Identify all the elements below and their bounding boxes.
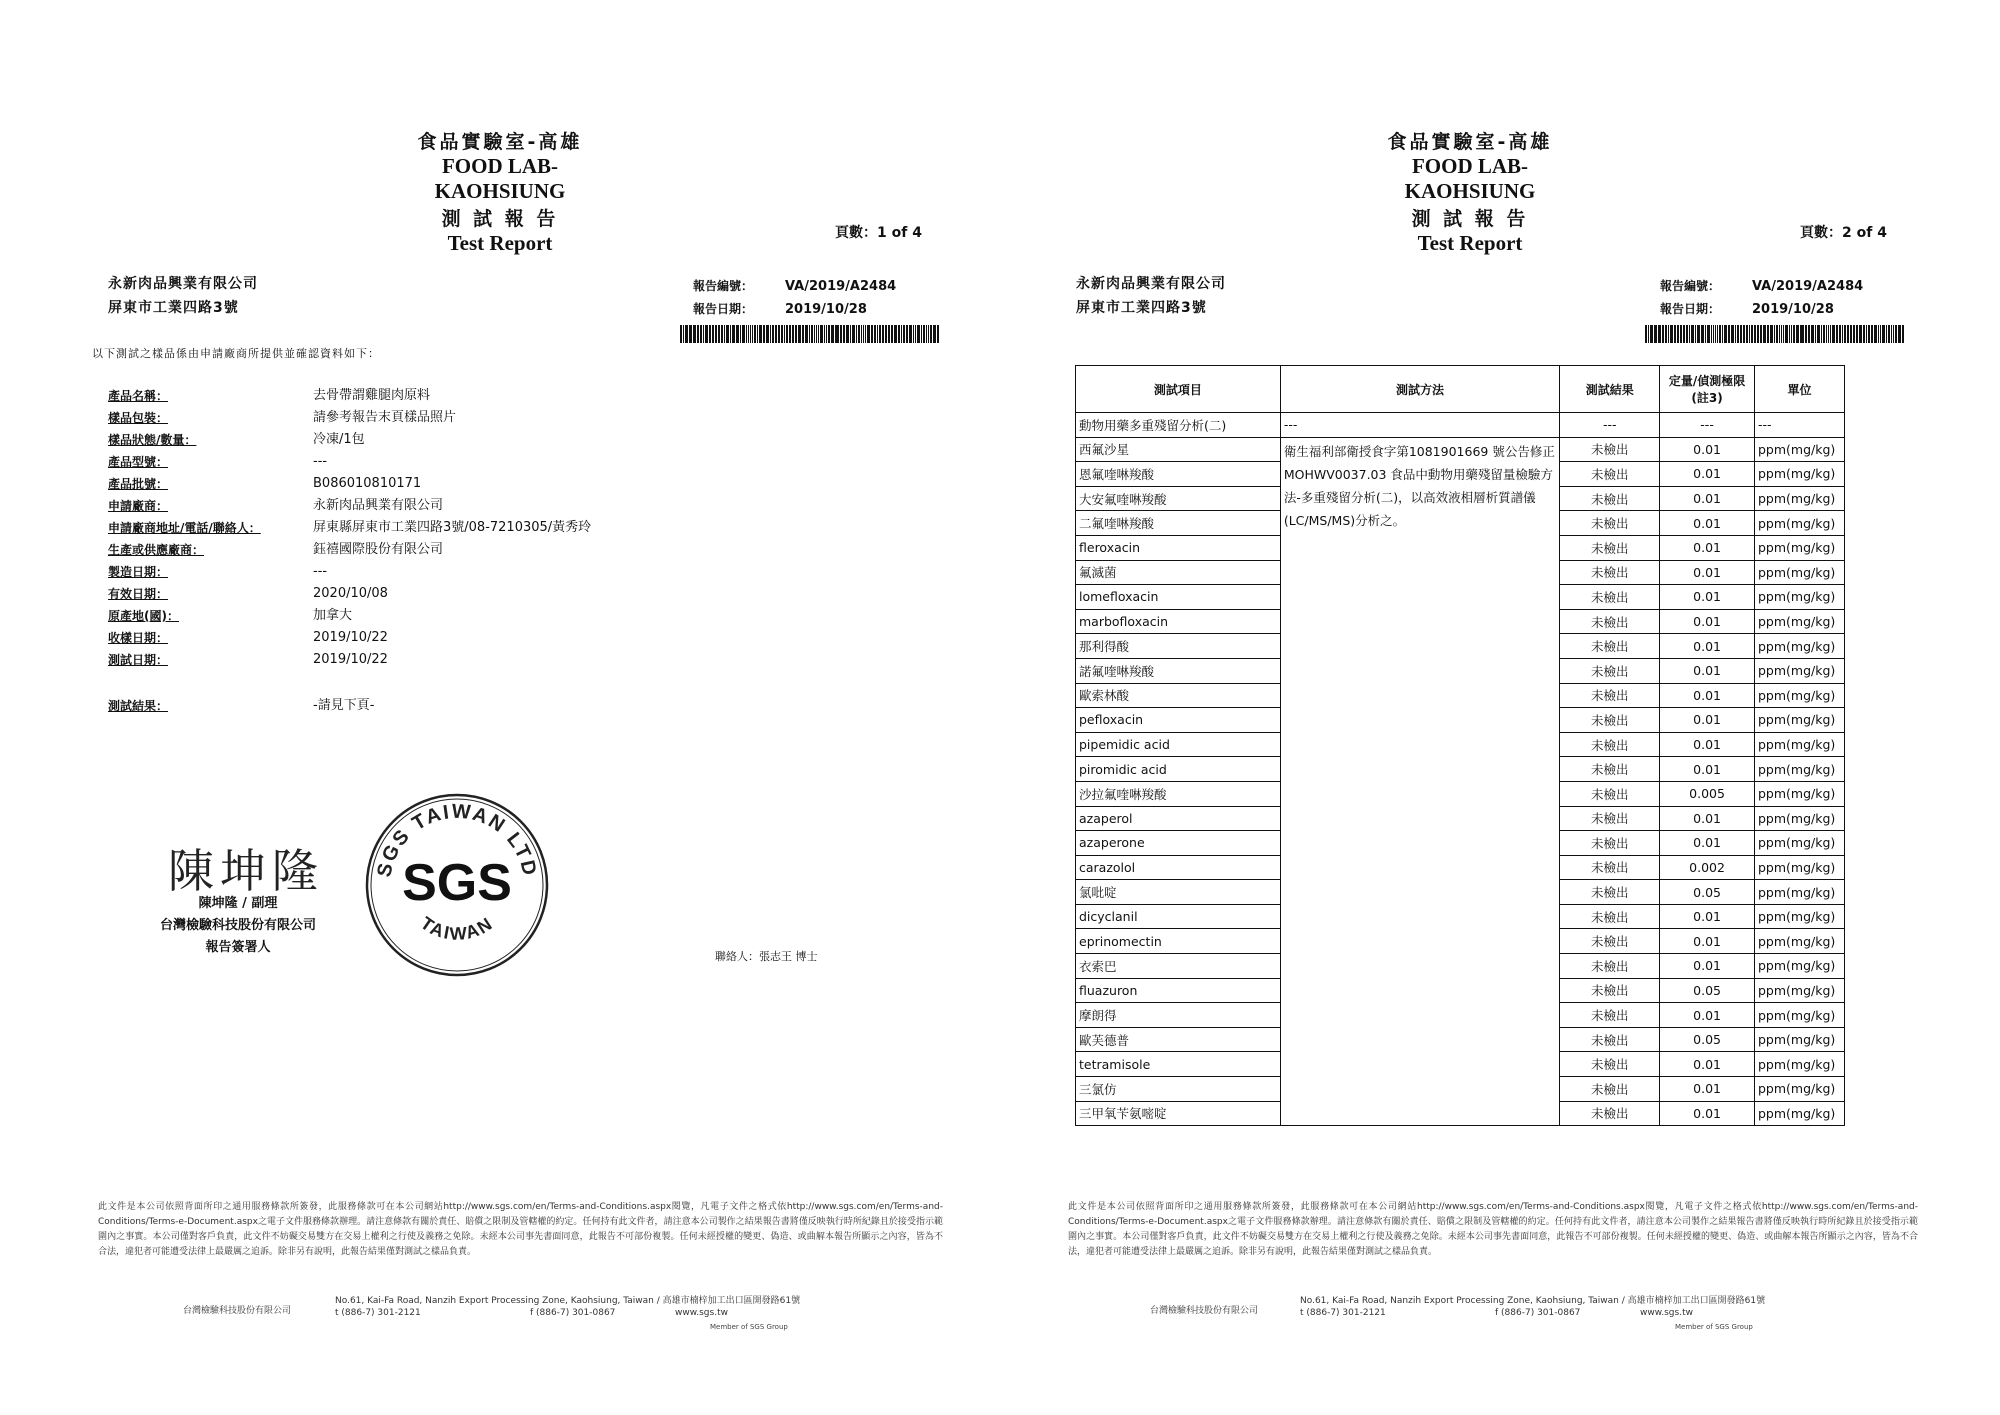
footer-web: www.sgs.tw — [1640, 1308, 1693, 1318]
lab-name-zh: 食品實驗室-高雄 — [417, 131, 583, 153]
report-date: 2019/10/28 — [785, 302, 867, 317]
table-row — [1076, 437, 1845, 462]
cell-limit: 0.01 — [1660, 486, 1755, 511]
cell-item: 大安氟喹啉羧酸 — [1076, 486, 1281, 511]
cell-result: 未檢出 — [1560, 658, 1660, 683]
info-value: 請參考報告末頁樣品照片 — [313, 410, 457, 425]
table-header-row — [1076, 366, 1845, 413]
cell-item: pefloxacin — [1076, 708, 1281, 733]
cell-result: 未檢出 — [1560, 831, 1660, 856]
report-date-label: 報告日期： — [693, 302, 754, 316]
footer-disclaimer: 此文件是本公司依照背面所印之通用服務條款所簽發，此服務條款可在本公司網站http://www.sgs.com/en/Terms-and-Conditions.aspx閱覽，凡電子文件之格式依http://www.sgs.com/en/Terms-and-Conditions/Terms-e-Document.aspx之電子文件服務條款辦理。請注意條款有關於責任、賠償之限制及管轄權的約定。任何持有此文件者，請注意本公司製作之結果報告書將僅反映執行時所紀錄且於接受指示範圍內之事實。本公司僅對客戶負責，此文件不妨礙交易雙方在交易上權利之行使及義務之免除。未經本公司事先書面同意，此報告不可部份複製。任何未經授權的變更、偽造、或曲解本報告所顯示之內容，皆為不合法，違犯者可能遭受法律上最嚴厲之追訴。除非另有說明，此報告結果僅對測試之樣品負責。 — [98, 1202, 943, 1257]
cell-result: 未檢出 — [1560, 732, 1660, 757]
cell-item: 西氟沙星 — [1076, 437, 1281, 462]
cell-unit: ppm(mg/kg) — [1754, 806, 1844, 831]
cell-unit: ppm(mg/kg) — [1754, 880, 1844, 905]
report-title-en: Test Report — [1417, 231, 1523, 255]
sgs-seal — [362, 790, 552, 980]
info-label: 樣品包裝： — [108, 411, 169, 425]
cell-item: 三甲氧苄氨嘧啶 — [1076, 1101, 1281, 1126]
footer-phone: t (886-7) 301-2121 — [335, 1308, 421, 1318]
info-row — [108, 473, 591, 495]
cell-result: 未檢出 — [1560, 954, 1660, 979]
result-line — [108, 695, 374, 717]
info-label: 樣品狀態/數量： — [108, 433, 197, 447]
col-header-method: 測試方法 — [1280, 366, 1559, 413]
cell-result: 未檢出 — [1560, 1027, 1660, 1052]
info-label: 產品名稱： — [108, 389, 169, 403]
barcode — [1645, 325, 1905, 343]
cell-unit: ppm(mg/kg) — [1754, 683, 1844, 708]
cell-unit: ppm(mg/kg) — [1754, 904, 1844, 929]
cell-result: 未檢出 — [1560, 462, 1660, 487]
results-table — [1075, 365, 1845, 1126]
company-block — [108, 272, 258, 320]
report-no: VA/2019/A2484 — [1752, 279, 1864, 294]
company-block — [1076, 272, 1226, 320]
contact-person: 聯絡人：張志王 博士 — [715, 950, 818, 963]
company-name: 永新肉品興業有限公司 — [1076, 276, 1226, 292]
signatory-org: 台灣檢驗科技股份有限公司 — [159, 918, 316, 933]
report-meta — [1660, 275, 1863, 321]
cell-limit: 0.01 — [1660, 585, 1755, 610]
cell-result: 未檢出 — [1560, 978, 1660, 1003]
info-value: 永新肉品興業有限公司 — [313, 498, 444, 513]
cell-limit: 0.01 — [1660, 1052, 1755, 1077]
cell-unit: ppm(mg/kg) — [1754, 757, 1844, 782]
page-number: 頁數：1 of 4 — [835, 225, 922, 241]
cell-limit: 0.05 — [1660, 978, 1755, 1003]
cell-limit: 0.01 — [1660, 954, 1755, 979]
result-value: -請見下頁- — [313, 698, 375, 713]
cell-limit: 0.01 — [1660, 1077, 1755, 1102]
cell-result: --- — [1560, 413, 1660, 438]
cell-unit: ppm(mg/kg) — [1754, 1027, 1844, 1052]
cell-unit: ppm(mg/kg) — [1754, 658, 1844, 683]
info-value: --- — [313, 564, 328, 579]
signatory-block — [128, 893, 348, 959]
info-label: 產品型號： — [108, 455, 169, 469]
cell-limit: 0.01 — [1660, 757, 1755, 782]
cell-item: azaperone — [1076, 831, 1281, 856]
cell-unit: ppm(mg/kg) — [1754, 929, 1844, 954]
info-value: 加拿大 — [313, 608, 353, 623]
cell-limit: 0.01 — [1660, 732, 1755, 757]
info-label: 產品批號： — [108, 477, 169, 491]
cell-item: lomefloxacin — [1076, 585, 1281, 610]
info-value: 鈺禧國際股份有限公司 — [313, 542, 444, 557]
cell-limit: 0.05 — [1660, 880, 1755, 905]
cell-result: 未檢出 — [1560, 757, 1660, 782]
info-label: 申請廠商地址/電話/聯絡人： — [108, 521, 261, 535]
info-value: --- — [313, 454, 328, 469]
seal-center-text: SGS — [402, 854, 512, 912]
table-row — [1076, 413, 1845, 438]
cell-unit: ppm(mg/kg) — [1754, 781, 1844, 806]
cell-unit: ppm(mg/kg) — [1754, 1077, 1844, 1102]
footer-address: No.61, Kai-Fa Road, Nanzih Export Processing Zone, Kaohsiung, Taiwan / 高雄市楠梓加工出口區開發路61號 — [1300, 1296, 1766, 1306]
report-date-label: 報告日期： — [1660, 302, 1721, 316]
info-row — [108, 451, 591, 473]
cell-limit: --- — [1660, 413, 1755, 438]
cell-result: 未檢出 — [1560, 1003, 1660, 1028]
cell-item: 動物用藥多重殘留分析(二) — [1076, 413, 1281, 438]
report-title-zh: 測 試 報 告 — [1411, 208, 1529, 230]
info-row — [108, 495, 591, 517]
handwritten-signature: 陳坤隆 — [168, 844, 324, 898]
result-label: 測試結果： — [108, 699, 169, 713]
footer-phone: t (886-7) 301-2121 — [1300, 1308, 1386, 1318]
cell-item: 歐芙德普 — [1076, 1027, 1281, 1052]
cell-limit: 0.01 — [1660, 904, 1755, 929]
footer-company: 台灣檢驗科技股份有限公司 — [1150, 1306, 1259, 1316]
company-address: 屏東市工業四路3號 — [108, 300, 239, 316]
cell-limit: 0.01 — [1660, 806, 1755, 831]
cell-result: 未檢出 — [1560, 634, 1660, 659]
col-header-result: 測試結果 — [1560, 366, 1660, 413]
info-row — [108, 583, 591, 605]
cell-item: 二氟喹啉羧酸 — [1076, 511, 1281, 536]
cell-unit: ppm(mg/kg) — [1754, 535, 1844, 560]
svg-text:TAIWAN — [417, 913, 497, 944]
col-header-unit: 單位 — [1754, 366, 1844, 413]
cell-item: carazolol — [1076, 855, 1281, 880]
cell-limit: 0.01 — [1660, 511, 1755, 536]
footer-member: Member of SGS Group — [710, 1323, 788, 1331]
cell-item: pipemidic acid — [1076, 732, 1281, 757]
report-page-2 — [1000, 0, 2000, 1415]
report-no-label: 報告編號： — [1660, 279, 1721, 293]
cell-item: 衣索巴 — [1076, 954, 1281, 979]
cell-result: 未檢出 — [1560, 781, 1660, 806]
info-row — [108, 517, 591, 539]
info-value: 屏東縣屏東市工業四路3號/08-7210305/黃秀玲 — [313, 520, 592, 535]
cell-result: 未檢出 — [1560, 585, 1660, 610]
cell-limit: 0.005 — [1660, 781, 1755, 806]
cell-limit: 0.01 — [1660, 437, 1755, 462]
footer-address: No.61, Kai-Fa Road, Nanzih Export Processing Zone, Kaohsiung, Taiwan / 高雄市楠梓加工出口區開發路61號 — [335, 1296, 801, 1306]
cell-item: 恩氟喹啉羧酸 — [1076, 462, 1281, 487]
cell-unit: ppm(mg/kg) — [1754, 1052, 1844, 1077]
info-label: 申請廠商： — [108, 499, 169, 513]
info-label: 生產或供應廠商： — [108, 543, 205, 557]
cell-limit: 0.01 — [1660, 831, 1755, 856]
cell-limit: 0.01 — [1660, 609, 1755, 634]
lab-name-en: FOOD LAB-KAOHSIUNG — [1404, 154, 1536, 203]
sample-info-list — [108, 385, 591, 671]
footer-fax: f (886-7) 301-0867 — [1495, 1308, 1581, 1318]
report-date: 2019/10/28 — [1752, 302, 1834, 317]
info-row — [108, 429, 591, 451]
footer-web: www.sgs.tw — [675, 1308, 728, 1318]
cell-limit: 0.05 — [1660, 1027, 1755, 1052]
cell-result: 未檢出 — [1560, 880, 1660, 905]
lab-header — [1370, 127, 1570, 256]
lab-header — [400, 127, 600, 256]
signatory-role: 報告簽署人 — [205, 940, 271, 955]
info-label: 測試日期： — [108, 653, 169, 667]
info-value: 冷凍/1包 — [313, 432, 365, 447]
report-no-label: 報告編號： — [693, 279, 754, 293]
cell-item: 諾氟喹啉羧酸 — [1076, 658, 1281, 683]
info-label: 製造日期： — [108, 565, 169, 579]
cell-result: 未檢出 — [1560, 904, 1660, 929]
cell-item: azaperol — [1076, 806, 1281, 831]
cell-item: fluazuron — [1076, 978, 1281, 1003]
info-row — [108, 605, 591, 627]
cell-unit: ppm(mg/kg) — [1754, 609, 1844, 634]
cell-unit: ppm(mg/kg) — [1754, 437, 1844, 462]
company-name: 永新肉品興業有限公司 — [108, 276, 258, 292]
intro-text: 以下測試之樣品係由申請廠商所提供並確認資料如下： — [92, 347, 380, 360]
cell-unit: ppm(mg/kg) — [1754, 634, 1844, 659]
info-value: 2019/10/22 — [313, 630, 388, 645]
cell-item: piromidic acid — [1076, 757, 1281, 782]
footer-disclaimer: 此文件是本公司依照背面所印之通用服務條款所簽發，此服務條款可在本公司網站http://www.sgs.com/en/Terms-and-Conditions.aspx閱覽，凡電子文件之格式依http://www.sgs.com/en/Terms-and-Conditions/Terms-e-Document.aspx之電子文件服務條款辦理。請注意條款有關於責任、賠償之限制及管轄權的約定。任何持有此文件者，請注意本公司製作之結果報告書將僅反映執行時所紀錄且於接受指示範圍內之事實。本公司僅對客戶負責，此文件不妨礙交易雙方在交易上權利之行使及義務之免除。未經本公司事先書面同意，此報告不可部份複製。任何未經授權的變更、偽造、或曲解本報告所顯示之內容，皆為不合法，違犯者可能遭受法律上最嚴厲之追訴。除非另有說明，此報告結果僅對測試之樣品負責。 — [1068, 1202, 1918, 1257]
cell-result: 未檢出 — [1560, 535, 1660, 560]
seal-top-text: SGS TAIWAN LTD — [373, 800, 541, 880]
info-row — [108, 627, 591, 649]
info-row — [108, 561, 591, 583]
cell-item: tetramisole — [1076, 1052, 1281, 1077]
cell-item: 那利得酸 — [1076, 634, 1281, 659]
report-title-zh: 測 試 報 告 — [441, 208, 559, 230]
footer-company: 台灣檢驗科技股份有限公司 — [183, 1306, 292, 1316]
cell-item: 氟滅菌 — [1076, 560, 1281, 585]
cell-item: fleroxacin — [1076, 535, 1281, 560]
cell-item: 沙拉氟喹啉羧酸 — [1076, 781, 1281, 806]
cell-item: 歐索林酸 — [1076, 683, 1281, 708]
cell-result: 未檢出 — [1560, 511, 1660, 536]
cell-method: 衛生福利部衛授食字第1081901669 號公告修正MOHWV0037.03 食品中動物用藥殘留量檢驗方法-多重殘留分析(二)，以高效液相層析質譜儀(LC/MS/MS)分析之。 — [1280, 437, 1559, 1126]
col-header-item: 測試項目 — [1076, 366, 1281, 413]
cell-unit: ppm(mg/kg) — [1754, 1003, 1844, 1028]
lab-name-zh: 食品實驗室-高雄 — [1387, 131, 1553, 153]
cell-limit: 0.002 — [1660, 855, 1755, 880]
cell-result: 未檢出 — [1560, 609, 1660, 634]
cell-unit: ppm(mg/kg) — [1754, 560, 1844, 585]
info-row — [108, 385, 591, 407]
barcode — [680, 325, 940, 343]
cell-item: 摩朗得 — [1076, 1003, 1281, 1028]
cell-item: dicyclanil — [1076, 904, 1281, 929]
footer-fax: f (886-7) 301-0867 — [530, 1308, 616, 1318]
cell-limit: 0.01 — [1660, 462, 1755, 487]
info-row — [108, 539, 591, 561]
cell-item: marbofloxacin — [1076, 609, 1281, 634]
cell-item: 氯吡啶 — [1076, 880, 1281, 905]
cell-limit: 0.01 — [1660, 658, 1755, 683]
cell-limit: 0.01 — [1660, 683, 1755, 708]
cell-limit: 0.01 — [1660, 634, 1755, 659]
cell-unit: ppm(mg/kg) — [1754, 1101, 1844, 1126]
cell-unit: ppm(mg/kg) — [1754, 511, 1844, 536]
cell-unit: ppm(mg/kg) — [1754, 585, 1844, 610]
info-value: 2019/10/22 — [313, 652, 388, 667]
cell-result: 未檢出 — [1560, 708, 1660, 733]
cell-unit: ppm(mg/kg) — [1754, 708, 1844, 733]
cell-unit: ppm(mg/kg) — [1754, 486, 1844, 511]
cell-result: 未檢出 — [1560, 1101, 1660, 1126]
cell-unit: ppm(mg/kg) — [1754, 732, 1844, 757]
cell-result: 未檢出 — [1560, 855, 1660, 880]
cell-result: 未檢出 — [1560, 683, 1660, 708]
info-value: B086010810171 — [313, 476, 422, 491]
cell-result: 未檢出 — [1560, 437, 1660, 462]
cell-unit: ppm(mg/kg) — [1754, 978, 1844, 1003]
cell-result: 未檢出 — [1560, 806, 1660, 831]
cell-result: 未檢出 — [1560, 560, 1660, 585]
cell-limit: 0.01 — [1660, 560, 1755, 585]
report-meta — [693, 275, 896, 321]
seal-bottom-text: TAIWAN — [416, 912, 498, 944]
cell-limit: 0.01 — [1660, 929, 1755, 954]
info-label: 有效日期： — [108, 587, 169, 601]
info-label: 原產地(國)： — [108, 609, 179, 623]
cell-result: 未檢出 — [1560, 486, 1660, 511]
cell-item: eprinomectin — [1076, 929, 1281, 954]
cell-limit: 0.01 — [1660, 1003, 1755, 1028]
signatory-name-title: 陳坤隆 / 副理 — [198, 896, 278, 911]
info-label: 收樣日期： — [108, 631, 169, 645]
cell-method-dash: --- — [1280, 413, 1559, 438]
cell-unit: ppm(mg/kg) — [1754, 855, 1844, 880]
cell-unit: --- — [1754, 413, 1844, 438]
cell-unit: ppm(mg/kg) — [1754, 831, 1844, 856]
lab-name-en: FOOD LAB-KAOHSIUNG — [434, 154, 566, 203]
cell-result: 未檢出 — [1560, 1077, 1660, 1102]
report-title-en: Test Report — [447, 231, 553, 255]
col-header-limit: 定量/偵測極限(註3) — [1660, 366, 1755, 413]
cell-result: 未檢出 — [1560, 1052, 1660, 1077]
cell-item: 三氯仿 — [1076, 1077, 1281, 1102]
page-number: 頁數：2 of 4 — [1800, 225, 1887, 241]
cell-limit: 0.01 — [1660, 708, 1755, 733]
cell-limit: 0.01 — [1660, 1101, 1755, 1126]
cell-unit: ppm(mg/kg) — [1754, 462, 1844, 487]
cell-unit: ppm(mg/kg) — [1754, 954, 1844, 979]
cell-result: 未檢出 — [1560, 929, 1660, 954]
footer-member: Member of SGS Group — [1675, 1323, 1753, 1331]
company-address: 屏東市工業四路3號 — [1076, 300, 1207, 316]
info-value: 去骨帶謂雞腿肉原料 — [313, 388, 431, 403]
info-value: 2020/10/08 — [313, 586, 388, 601]
report-no: VA/2019/A2484 — [785, 279, 897, 294]
cell-limit: 0.01 — [1660, 535, 1755, 560]
info-row — [108, 649, 591, 671]
info-row — [108, 407, 591, 429]
